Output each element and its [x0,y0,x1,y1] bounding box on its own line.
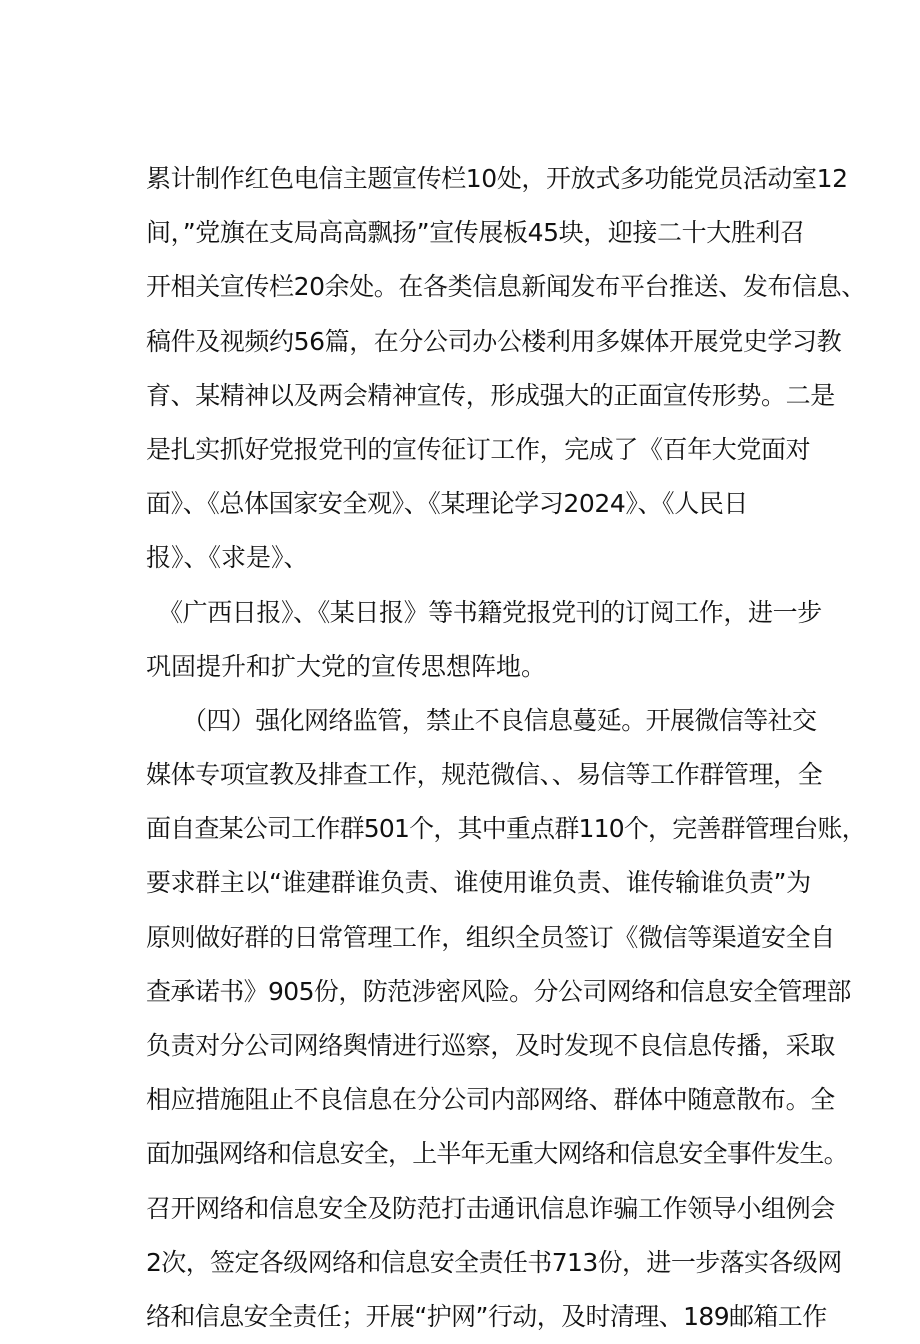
text-line: 报》、《求是》、 [146,543,309,573]
text-line: 《广西日报》、《某日报》等书籍党报党刊的订阅工作，进一步 [158,597,822,627]
text-line: 络和信息安全责任；开展“护网”行动，及时清理、189邮箱工作 [146,1301,827,1331]
text-line: 相应措施阻止不良信息在分公司内部网络、群体中随意散布。全 [146,1085,835,1115]
text-line: 媒体专项宣教及排查工作，规范微信、、易信等工作群管理，全 [146,760,823,790]
body-text [146,152,866,1344]
text-line: 负责对分公司网络舆情进行巡察，及时发现不良信息传播，采取 [146,1031,835,1060]
text-line: 召开网络和信息安全及防范打击通讯信息诈骗工作领导小组例会 [146,1193,835,1223]
text-line: 稿件及视频约56篇，在分公司办公楼利用多媒体开展党史学习教 [146,326,842,356]
text-line: 要求群主以“谁建群谁负责、谁使用谁负责、谁传输谁负责”为 [146,868,811,898]
text-line: 开相关宣传栏20余处。在各类信息新闻发布平台推送、发布信息、 [146,272,866,302]
text-line: 育、某精神以及两会精神宣传，形成强大的正面宣传形势。二是 [146,380,835,410]
text-line: 面加强网络和信息安全，上半年无重大网络和信息安全事件发生。 [146,1139,848,1169]
text-line: 2次，签定各级网络和信息安全责任书713份，进一步落实各级网 [146,1247,842,1277]
text-line: 面》、《总体国家安全观》、《某理论学习2024》、《人民日 [146,489,749,519]
paragraph-heading-line: （四）强化网络监管，禁止不良信息蔓延。开展微信等社交 [182,705,817,735]
text-line: 原则做好群的日常管理工作，组织全员签订《微信等渠道安全自 [146,922,835,952]
text-line: 查承诺书》905份，防范涉密风险。分公司网络和信息安全管理部 [146,976,851,1006]
text-line: 巩固提升和扩大党的宣传思想阵地。 [146,651,547,681]
text-line: 是扎实抓好党报党刊的宣传征订工作，完成了《百年大党面对 [146,434,811,464]
text-line: 面自查某公司工作群501个，其中重点群110个，完善群管理台账， [146,814,866,844]
text-line: 间，”党旗在支局高高飘扬”宣传展板45块，迎接二十大胜利召 [146,218,805,248]
text-line: 累计制作红色电信主题宣传栏10处，开放式多功能党员活动室12 [146,164,848,193]
